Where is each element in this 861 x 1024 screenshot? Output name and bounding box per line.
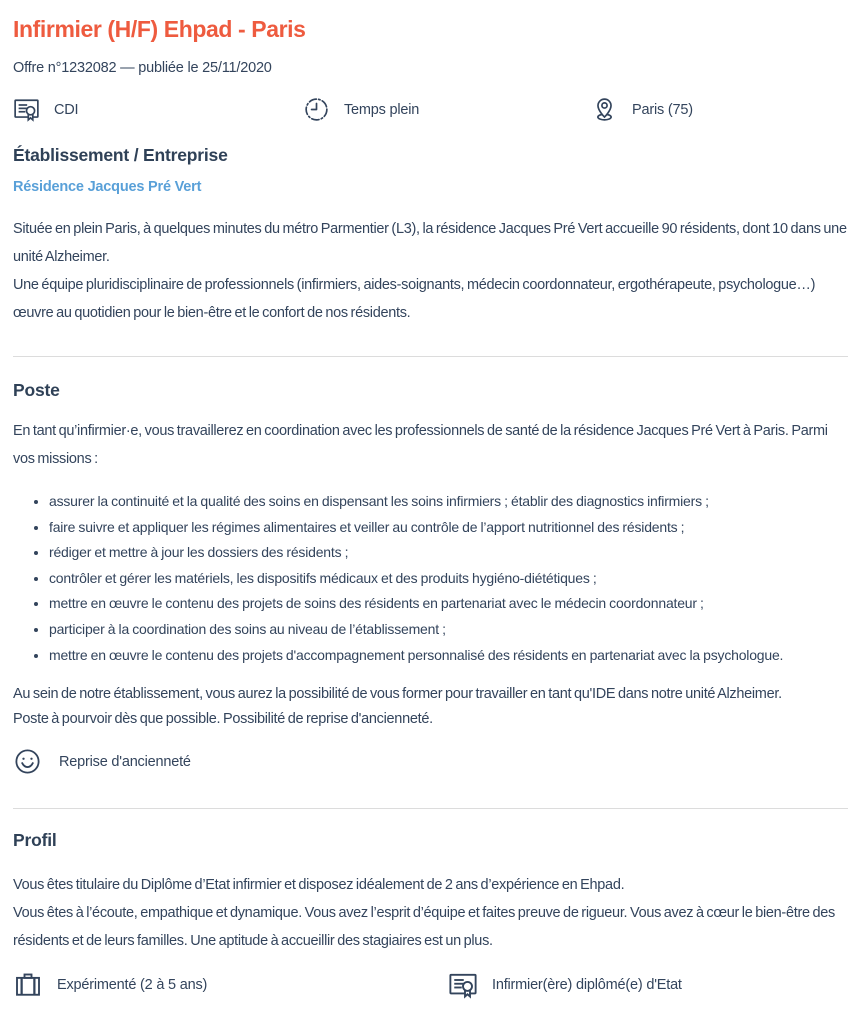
section-divider [13, 356, 848, 357]
profil-section [13, 829, 848, 1000]
mission-item: • mettre en œuvre le contenu des projets d'accompagnement personnalisé des résidents en partenariat avec la psychologue. [49, 643, 848, 669]
establishment-section [13, 144, 848, 327]
missions-list [13, 489, 848, 668]
mission-item: • rédiger et mettre à jour les dossiers des résidents ; [49, 540, 848, 566]
contract-type-item [13, 96, 303, 123]
location-item [591, 96, 693, 123]
mission-item: • faire suivre et appliquer les régimes alimentaires et veiller au contrôle de l’apport nutritionnel des résidents ; [49, 515, 848, 541]
certificate-icon [13, 96, 40, 123]
mission-item: • contrôler et gérer les matériels, les dispositifs médicaux et des produits hygiéno-diététiques ; [49, 566, 848, 592]
poste-intro: En tant qu’infirmier·e, vous travaillerez en coordination avec les professionnels de santé de la résidence Jacques Pré Vert à Paris. Parmi vos missions : [13, 423, 828, 467]
page-title: Infirmier (H/F) Ehpad - Paris [13, 16, 306, 42]
briefcase-icon [13, 970, 43, 1000]
poste-section [13, 379, 848, 776]
location-pin-icon [591, 96, 618, 123]
offer-number-and-date: Offre n°1232082 — publiée le 25/11/2020 [13, 60, 272, 76]
experience-item [13, 970, 448, 1000]
profil-heading: Profil [13, 830, 57, 851]
poste-outro-line: Au sein de notre établissement, vous aurez la possibilité de vous former pour travailler en tant qu'IDE dans notre unité Alzheimer. [13, 686, 782, 703]
mission-item: • assurer la continuité et la qualité des soins en dispensant les soins infirmiers ; établir des diagnostics infirmiers ; [49, 489, 848, 515]
poste-outro [13, 682, 848, 732]
poste-outro-line: Poste à pourvoir dès que possible. Possibilité de reprise d'ancienneté. [13, 711, 433, 728]
diploma-icon [448, 970, 478, 1000]
perk-label: Reprise d'ancienneté [59, 753, 191, 770]
diploma-label: Infirmier(ère) diplômé(e) d'Etat [492, 977, 682, 994]
establishment-heading: Établissement / Entreprise [13, 145, 228, 165]
requirements-row [13, 970, 848, 1000]
profil-paragraph: Vous êtes titulaire du Diplôme d’Etat infirmier et disposez idéalement de 2 ans d’expérience en Ehpad. [13, 877, 625, 894]
location-label: Paris (75) [632, 101, 693, 118]
poste-heading: Poste [13, 380, 60, 400]
establishment-paragraph: Située en plein Paris, à quelques minutes du métro Parmentier (L3), la résidence Jacques Pré Vert accueille 90 résidents, dont 10 dans une unité Alzheimer. [13, 221, 847, 265]
experience-label: Expérimenté (2 à 5 ans) [57, 977, 208, 994]
mission-item: • mettre en œuvre le contenu des projets de soins des résidents en partenariat avec le médecin coordonnateur ; [49, 591, 848, 617]
smiley-icon [13, 747, 42, 776]
establishment-paragraph: Une équipe pluridisciplinaire de professionnels (infirmiers, aides-soignants, médecin coordonnateur, ergothérapeute, psychologue…) œuvre au quotidien pour le bien-être et le confort de nos résidents. [13, 277, 816, 321]
work-time-item [303, 96, 591, 123]
clock-icon [303, 96, 330, 123]
diploma-item [448, 970, 682, 1000]
profil-paragraph: Vous êtes à l’écoute, empathique et dynamique. Vous avez l’esprit d’équipe et faites preuve de rigueur. Vous avez à cœur le bien-être des résidents et de leurs familles. Une aptitude à accueillir des stagiaires est un plus. [13, 905, 835, 950]
contract-type-label: CDI [54, 101, 79, 118]
mission-item: • participer à la coordination des soins au niveau de l’établissement ; [49, 617, 848, 643]
offer-meta-row [13, 96, 848, 123]
establishment-link[interactable]: Résidence Jacques Pré Vert [13, 179, 202, 195]
section-divider [13, 808, 848, 809]
perk-row [13, 747, 848, 776]
work-time-label: Temps plein [344, 101, 420, 118]
